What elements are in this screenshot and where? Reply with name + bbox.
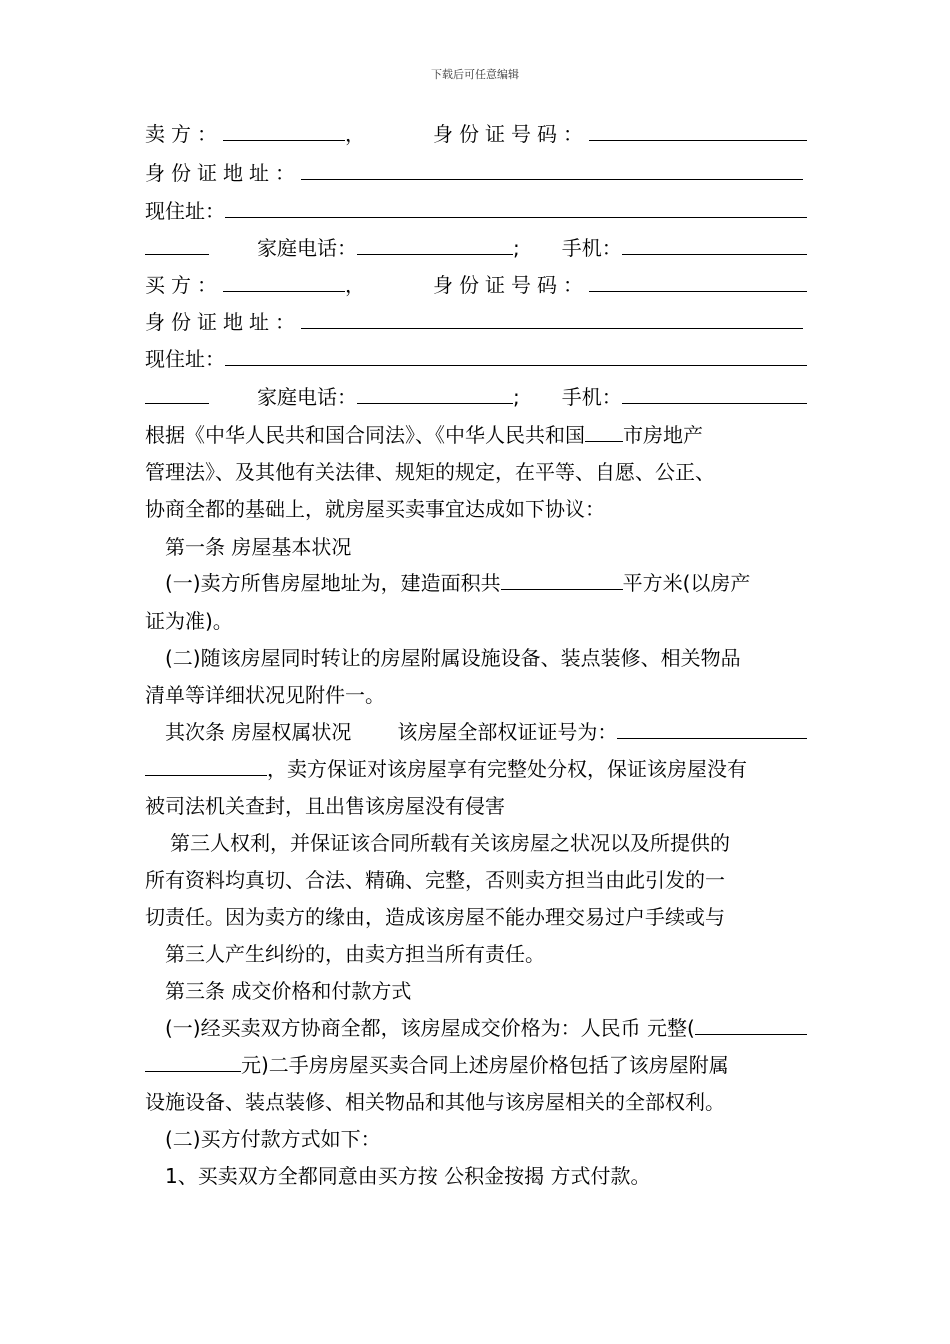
seller-address-label: 现住址： <box>145 199 225 223</box>
article-2-line1 <box>145 714 807 751</box>
article-2-line2 <box>145 751 807 788</box>
seller-id-field[interactable] <box>589 116 807 141</box>
art3-para3: 1、买卖双方全都同意由买方按 公积金按揭 方式付款。 <box>165 1164 651 1188</box>
buyer-label: 买方： <box>145 273 223 297</box>
article-2-line7: 第三人产生纠纷的，由卖方担当所有责任。 <box>165 942 545 966</box>
cert-field-cont[interactable] <box>145 751 267 776</box>
intro-line-1 <box>145 417 807 454</box>
buyer-id-address-label: 身份证地址： <box>145 310 301 334</box>
buyer-mobile-label: 手机： <box>561 385 622 409</box>
area-field[interactable] <box>501 565 623 590</box>
buyer-id-field[interactable] <box>589 267 807 292</box>
buyer-name-field[interactable] <box>223 267 345 292</box>
seller-mobile-field[interactable] <box>622 230 807 255</box>
seller-id-address-label: 身份证地址： <box>145 161 301 185</box>
seller-address-line <box>145 193 807 230</box>
price-field[interactable] <box>695 1010 807 1035</box>
art2-text-2: ，卖方保证对该房屋享有完整处分权，保证该房屋没有 <box>267 757 747 781</box>
article-2-line6: 切责任。因为卖方的缘由，造成该房屋不能办理交易过户手续或与 <box>145 905 725 929</box>
seller-home-phone-field[interactable] <box>357 230 513 255</box>
buyer-id-label: 身份证号码： <box>433 273 589 297</box>
seller-line <box>145 116 807 153</box>
seller-mobile-label: 手机： <box>561 236 622 260</box>
city-field[interactable] <box>585 417 623 442</box>
buyer-address-label: 现住址： <box>145 347 225 371</box>
art3-para2: (二)买方付款方式如下： <box>165 1127 381 1151</box>
buyer-home-phone-label: 家庭电话： <box>257 385 357 409</box>
buyer-address-cont-field[interactable] <box>145 379 209 404</box>
buyer-address-line <box>145 341 807 378</box>
intro-text-1b: 市房地产 <box>623 423 703 447</box>
art1-para1-line2: 证为准)。 <box>145 609 233 633</box>
art1-para2-line1: (二)随该房屋同时转让的房屋附属设施设备、装点装修、相关物品 <box>165 646 741 670</box>
seller-id-label: 身份证号码： <box>433 122 589 146</box>
comma: ， <box>345 122 365 146</box>
semicolon: ; <box>513 385 520 409</box>
article-2-line3: 被司法机关查封，且出售该房屋没有侵害 <box>145 794 505 818</box>
article-1-title: 第一条 房屋基本状况 <box>165 535 352 559</box>
article-2-line5: 所有资料均真切、合法、精确、完整，否则卖方担当由此引发的一 <box>145 868 725 892</box>
article-2-line4: 第三人权利，并保证该合同所载有关该房屋之状况以及所提供的 <box>170 831 730 855</box>
seller-address-cont-field[interactable] <box>145 230 209 255</box>
art1-para1-line1 <box>145 565 807 602</box>
intro-line-2: 管理法》、及其他有关法律、规矩的规定，在平等、自愿、公正、 <box>145 460 715 484</box>
cert-label: 该房屋全部权证证号为： <box>397 720 618 744</box>
art1-text-1b: 平方米(以房产 <box>622 571 751 595</box>
art3-para1-line3: 设施设备、装点装修、相关物品和其他与该房屋相关的全部权利。 <box>145 1090 725 1114</box>
seller-id-address-line <box>145 155 807 192</box>
seller-name-field[interactable] <box>223 116 345 141</box>
buyer-mobile-field[interactable] <box>622 379 807 404</box>
art3-text-1b: 元)二手房房屋买卖合同上述房屋价格包括了该房屋附属 <box>241 1053 729 1077</box>
art3-para1-line2 <box>145 1047 807 1084</box>
seller-home-phone-label: 家庭电话： <box>257 236 357 260</box>
art3-para1-line1 <box>145 1010 807 1047</box>
art3-text-1a: (一)经买卖双方协商全都，该房屋成交价格为：人民币 元整( <box>165 1016 695 1040</box>
intro-text-1a: 根据《中华人民共和国合同法》、《中华人民共和国 <box>145 423 585 447</box>
intro-line-3: 协商全都的基础上，就房屋买卖事宜达成如下协议： <box>145 497 605 521</box>
buyer-address-field[interactable] <box>225 341 807 366</box>
page-header-note: 下载后可任意编辑 <box>431 68 519 81</box>
buyer-home-phone-field[interactable] <box>357 379 513 404</box>
seller-address-field[interactable] <box>225 193 807 218</box>
article-3-title: 第三条 成交价格和付款方式 <box>165 979 412 1003</box>
buyer-phone-line <box>145 379 807 416</box>
semicolon: ; <box>513 236 520 260</box>
article-2-title: 其次条 房屋权属状况 <box>165 720 352 744</box>
art1-para2-line2: 清单等详细状况见附件一。 <box>145 683 385 707</box>
art1-text-1a: (一)卖方所售房屋地址为，建造面积共 <box>165 571 501 595</box>
buyer-id-address-line <box>145 304 807 341</box>
seller-label: 卖方： <box>145 122 223 146</box>
comma: ， <box>345 273 365 297</box>
price-field-cont[interactable] <box>145 1047 241 1072</box>
seller-phone-line <box>145 230 807 267</box>
cert-field[interactable] <box>617 714 807 739</box>
seller-id-address-field[interactable] <box>301 155 803 180</box>
buyer-line <box>145 267 807 304</box>
buyer-id-address-field[interactable] <box>301 304 803 329</box>
